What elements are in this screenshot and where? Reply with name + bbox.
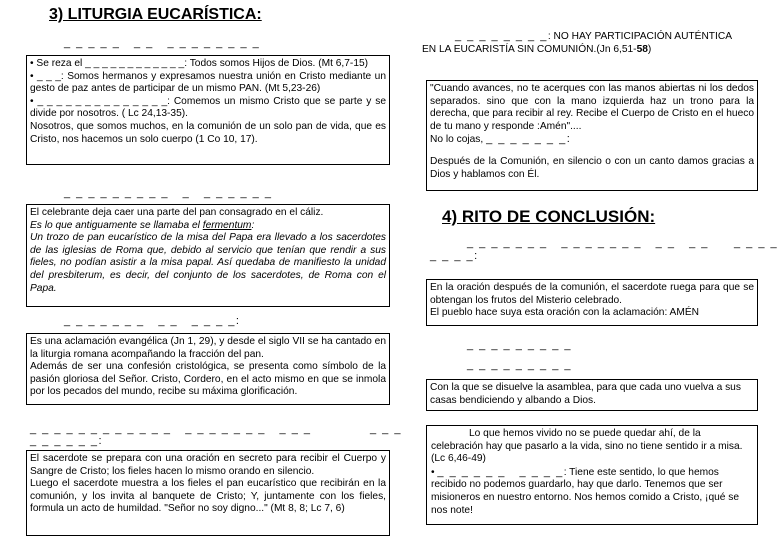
communion-title-line	[455, 30, 732, 44]
fill-blank-4c: _ _ _ _ _ _:	[30, 435, 104, 447]
communion-ref-bold: 58	[636, 44, 648, 55]
box-paragraph: En la oración después de la comunión, el sacerdote ruega para que se obtengan los frutos del Misterio celebrado.	[430, 282, 754, 306]
info-box-preparation	[26, 450, 390, 536]
info-box-agnus-dei	[26, 333, 390, 405]
quote-end-pre: No lo cojas,	[430, 134, 487, 146]
communion-title-text: : NO HAY PARTICIPACIÓN AUTÉNTICA	[547, 31, 733, 42]
box-paragraph: Además de ser una confesión cristológica, se presenta como símbolo de la pasión gloriosa del Señor. Cristo, Cordero, en el acto mismo en que se inmola por los pecados del mundo, recibe su máxima glorificación.	[30, 361, 386, 398]
fill-blank-2: _ _ _ _ _ _ _ _ _ _ _ _ _ _ _ _	[64, 187, 273, 199]
box-paragraph: Nosotros, que somos muchos, en la comunión de un solo pan de vida, que es Cristo, nos hacemos un solo cuerpo (1 Co 10, 17).	[30, 120, 386, 145]
fill-blank-1: _ _ _ _ _ _ _ _ _ _ _ _ _ _ _	[64, 37, 261, 49]
box-paragraph: El pueblo hace suya esta oración con la aclamación: AMÉN	[430, 307, 699, 319]
fill-blank-4a: _ _ _ _ _ _ _ _ _ _ _ _ _ _ _ _ _ _ _ _ _ _	[30, 423, 312, 435]
fill-blank-6a: _ _ _ _ _ _ _ _ _	[467, 339, 573, 351]
fermentum-history: Un trozo de pan eucarístico de la misa del Papa era llevado a los sacerdotes de las iglesias de Roma que, debido al servicio que tenían que rendir a sus fieles, no podían asistir a la misa papal. Así quedaba de manifiesto la unidad del presbiterum, es decir, del conjunto de los sacerdotes, de Roma con el Papa.	[30, 232, 386, 294]
communion-ref-pre: EN LA EUCARISTÍA SIN COMUNIÓN.(Jn 6,51-	[422, 44, 637, 55]
fill-blank-communion: _ _ _ _ _ _ _ _	[455, 30, 548, 42]
section-3-heading: 3) LITURGIA EUCARÍSTICA:	[49, 6, 262, 23]
box-paragraph	[430, 133, 754, 147]
fill-blank-mission: _ _ _ _ _ _ _ _ _ _	[437, 465, 564, 478]
fill-blank-6b: _ _ _ _ _ _ _ _ _	[467, 359, 573, 371]
box-paragraph: Con la que se disuelve la asamblea, para que cada uno vuelva a sus casas bendiciendo y albando a Dios.	[430, 382, 741, 406]
communion-title-line-2	[422, 44, 651, 57]
fill-blank-5a: _ _ _ _ _ _ _ _ _ _ _ _ _ _ _ _ _ _	[467, 237, 709, 249]
fermentum-colon: :	[251, 219, 255, 231]
box-paragraph: Luego el sacerdote muestra a los fieles el pan eucarístico que recibirán en la comunión, y los invita al banquete de Cristo; Y, juntamente con los fieles, formula un acto de humildad. "Señor no soy digno..." (Mt 8, 8; Lc 7, 6)	[30, 478, 386, 515]
box-paragraph-italic	[30, 232, 386, 295]
box-paragraph: • _ _ _ _ _ _ _ _ _ _ _ _ _ _: Comemos un mismo Cristo que se parte y se divide por nosotros. ( Lc 24,13-35).	[30, 95, 386, 120]
info-box-communion-quote	[426, 80, 758, 191]
box-paragraph	[431, 466, 754, 517]
box-paragraph: "Cuando avances, no te acerques con las manos abiertas ni los dedos separados. sino que con la mano izquierda haz un trono para la derecha, que para recibir al rey. Recibe el Cuerpo de Cristo en el hueco de tu mano y responde :Amén"....	[430, 83, 754, 132]
box-paragraph-italic	[30, 220, 386, 233]
box-paragraph: • _ _ _: Somos hermanos y expresamos nuestra unión en Cristo mediante un gesto de paz antes de participar de un mismo PAN. (Mt 5,23-26)	[30, 70, 386, 95]
mission-text: : Tiene este sentido, lo que hemos recibido no podemos guardarlo, hay que darlo. Tenemos que ser misioneros en nuestro entorno. Nos hemos comido a Cristo, ¡qué se nos note!	[431, 466, 740, 516]
mission-bullet: •	[431, 466, 438, 478]
section-4-heading: 4) RITO DE CONCLUSIÓN:	[442, 207, 656, 226]
box-paragraph: El sacerdote se prepara con una oración en secreto para recibir el Cuerpo y Sangre de Cristo; los fieles hacen lo mismo orando en silencio.	[30, 453, 386, 477]
box-paragraph: El celebrante deja caer una parte del pan consagrado en el cáliz.	[30, 207, 324, 218]
fill-blank-5b: _ _ _ _	[734, 237, 779, 249]
info-box-lords-prayer	[26, 55, 390, 165]
box-paragraph: Lo que hemos vivido no se puede quedar ahí, de la celebración hay que pasarlo a la vida, sino no tiene sentido ir a misa. (Lc 6,46-49)	[431, 428, 743, 465]
fill-blank-5c: _ _ _ _:	[430, 250, 479, 262]
fermentum-term: fermentum	[202, 219, 252, 231]
info-box-mission	[426, 425, 758, 525]
box-paragraph: Después de la Comunión, en silencio o con un canto damos gracias a Dios y hablamos con Él.	[430, 155, 754, 180]
fill-blank-4b: _ _ _	[370, 423, 402, 435]
info-box-fermentum	[26, 204, 390, 307]
box-paragraph: • Se reza el _ _ _ _ _ _ _ _ _ _ _ _: Todos somos Hijos de Dios. (Mt 6,7-15)	[30, 58, 369, 69]
box-paragraph: Es una aclamación evangélica (Jn 1, 29), y desde el siglo VII se ha cantado en la liturgia romana acompañando la fracción del pan.	[30, 336, 386, 360]
info-box-post-communion	[426, 279, 758, 326]
fermentum-intro: Es lo que antiguamente se llamaba el	[30, 219, 203, 231]
fill-blank-3: _ _ _ _ _ _ _ _ _ _ _ _ _:	[64, 315, 241, 327]
fill-blank-cojas: _ _ _ _ _ _ _:	[486, 133, 572, 146]
info-box-dismissal	[426, 379, 758, 411]
communion-ref-post: )	[647, 44, 652, 55]
